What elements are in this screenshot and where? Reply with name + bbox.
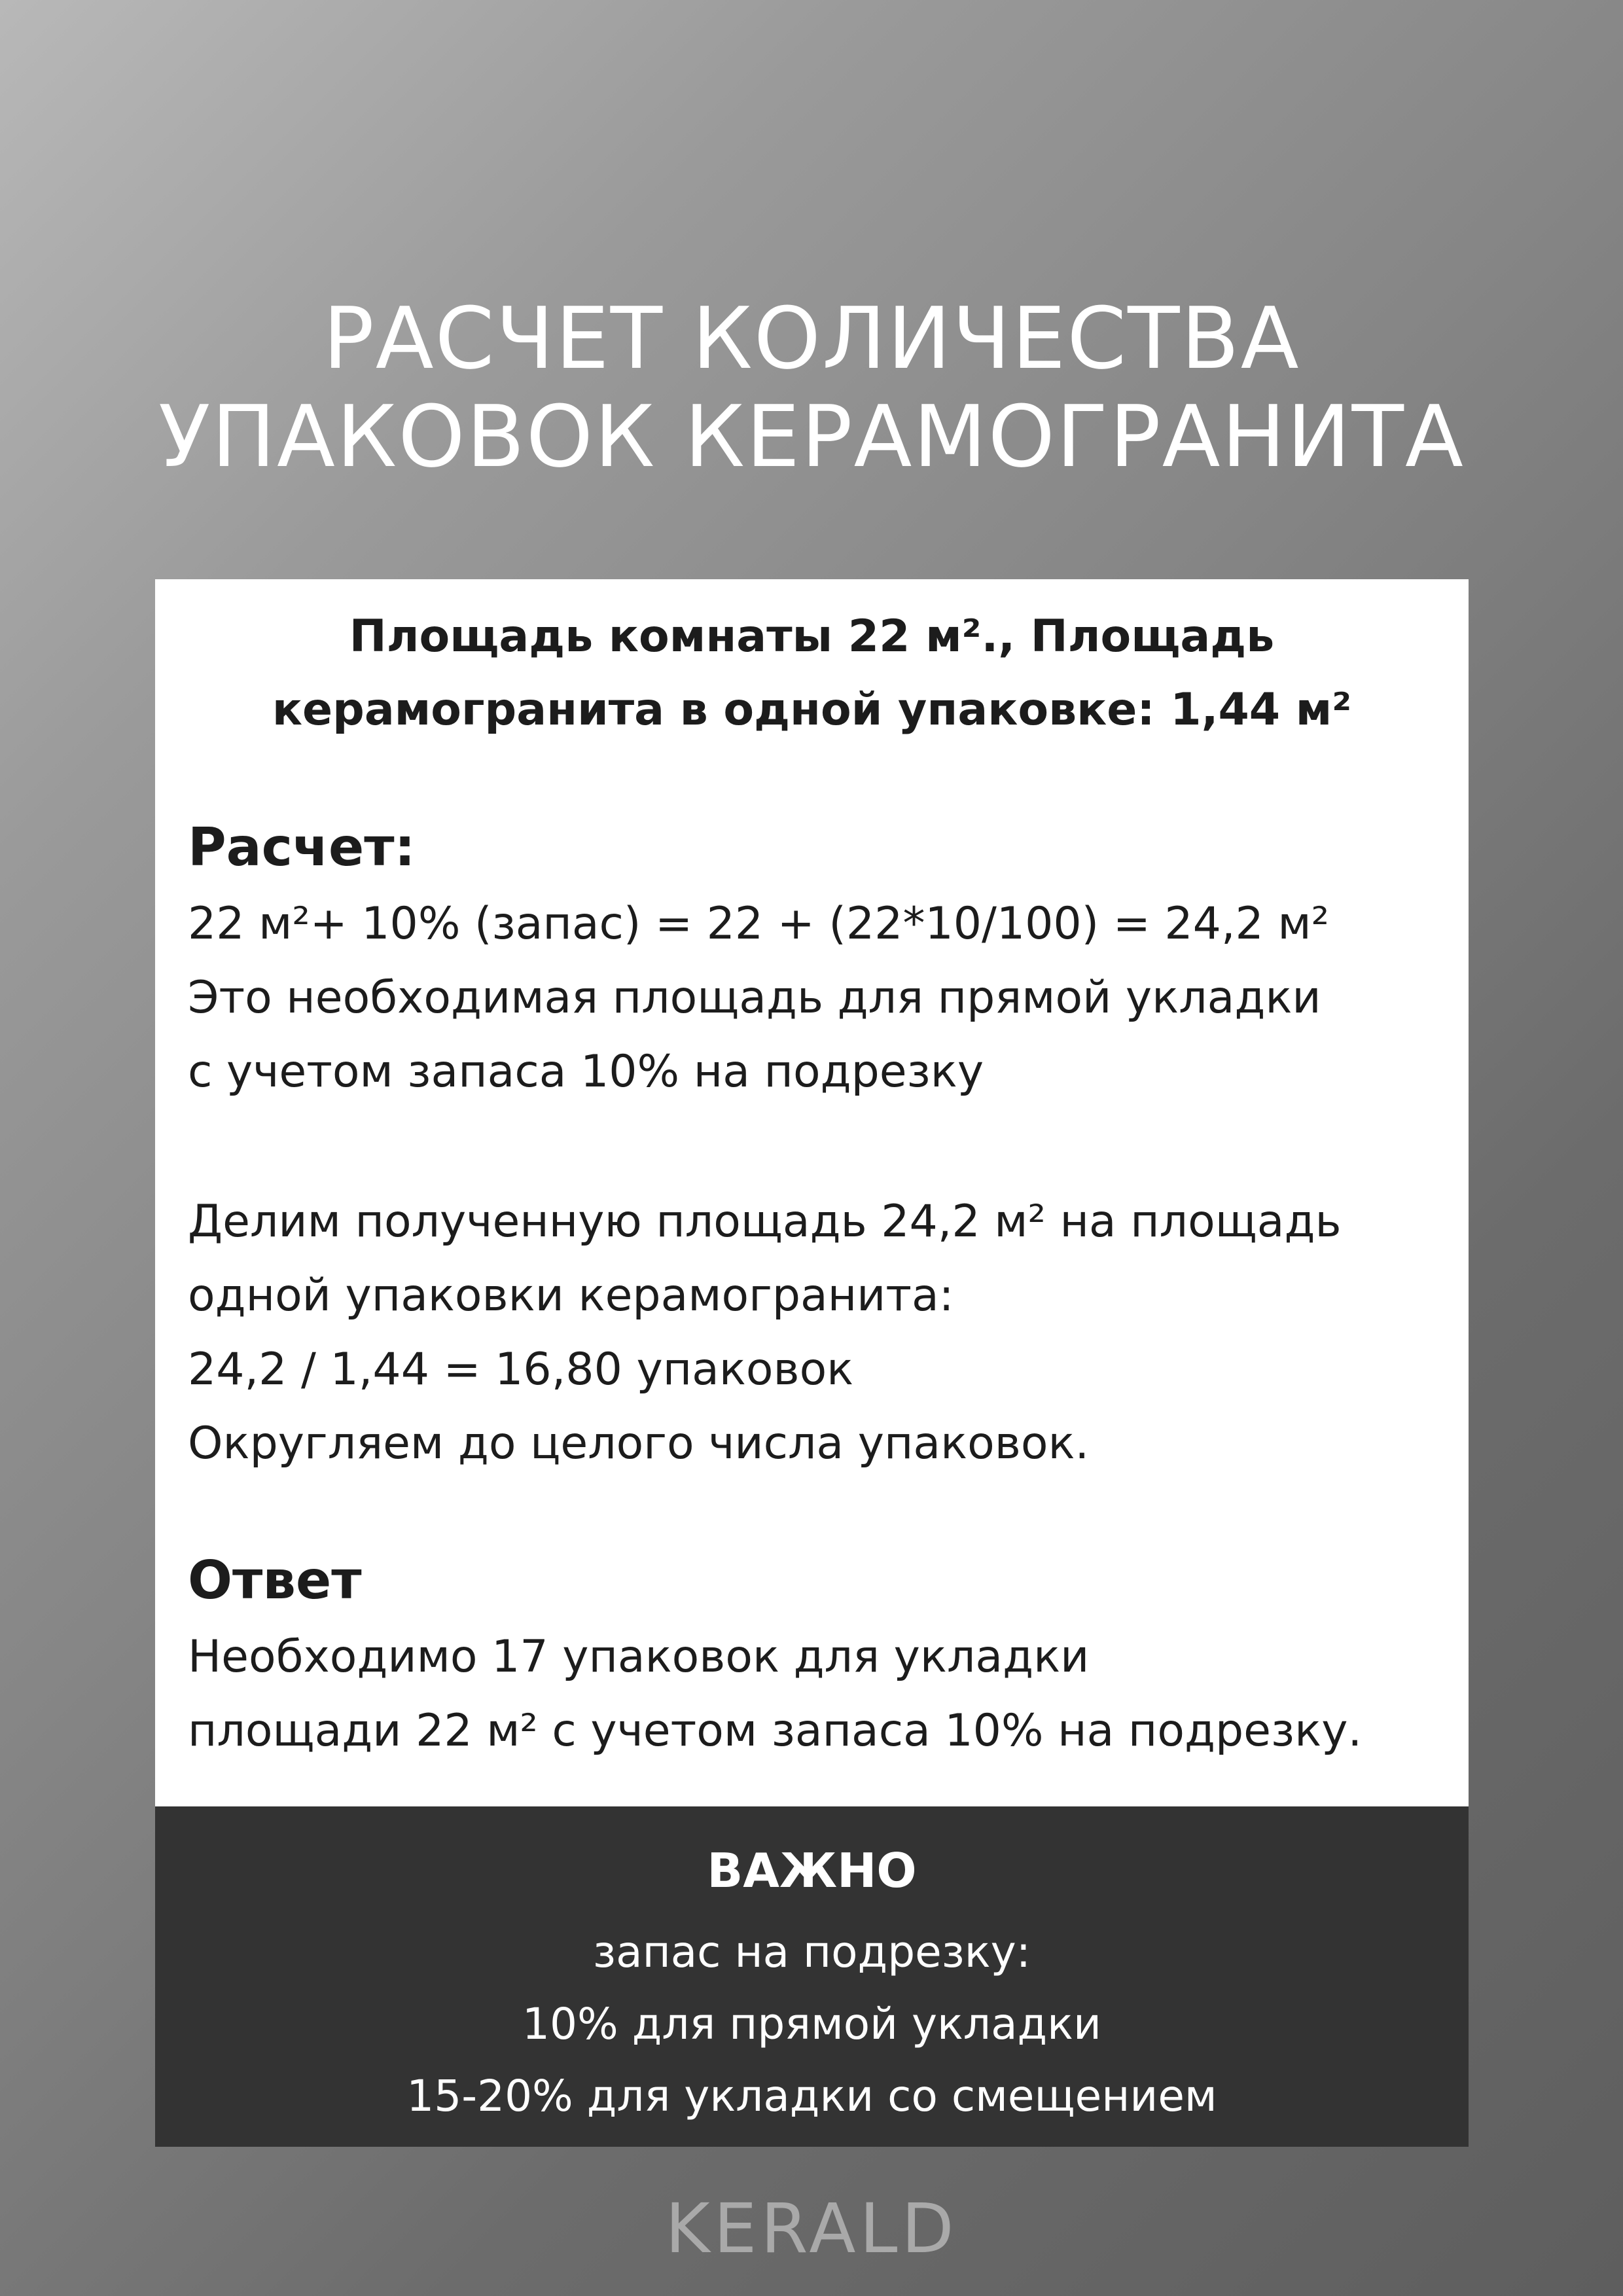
notice-line-3: 15-20% для укладки со смещением [406,2071,1217,2121]
calculation-heading: Расчет: [188,817,416,878]
answer-section [188,1541,1444,1768]
brand-logo: KERALD [665,2189,958,2269]
notice-heading: ВАЖНО [707,1843,917,1898]
division-section [188,1185,1444,1480]
notice-line-2: 10% для прямой укладки [522,1999,1101,2049]
answer-line-1: Необходимо 17 упаковок для укладки [188,1631,1090,1683]
room-summary [155,600,1469,747]
calculation-note-line-2: с учетом запаса 10% на подрезку [188,1046,984,1098]
notice-lines [155,1916,1469,2132]
page-title-line-2: УПАКОВОК КЕРАМОГРАНИТА [158,387,1465,487]
division-formula: 24,2 / 1,44 = 16,80 упаковок [188,1344,854,1395]
room-summary-line-2: керамогранита в одной упаковке: 1,44 м² [272,684,1352,736]
notice-line-1: запас на подрезку: [593,1927,1031,1977]
calculation-note-line-1: Это необходимая площадь для прямой укладки [188,972,1321,1024]
answer-line-2: площади 22 м² с учетом запаса 10% на подрезку. [188,1705,1363,1757]
division-line-1: Делим полученную площадь 24,2 м² на площадь [188,1196,1342,1247]
rounding-note: Округляем до целого числа упаковок. [188,1418,1090,1469]
calculation-section [188,808,1444,1109]
important-notice [155,1806,1469,2147]
calculation-card [155,579,1469,1806]
division-line-2: одной упаковки керамогранита: [188,1270,954,1321]
page-title-line-1: РАСЧЕТ КОЛИЧЕСТВА [323,289,1300,389]
answer-heading: Ответ [188,1550,362,1611]
page-title [0,289,1623,486]
calculation-formula: 22 м²+ 10% (запас) = 22 + (22*10/100) = 24,2 м² [188,898,1329,950]
room-summary-line-1: Площадь комнаты 22 м²., Площадь [349,611,1275,662]
